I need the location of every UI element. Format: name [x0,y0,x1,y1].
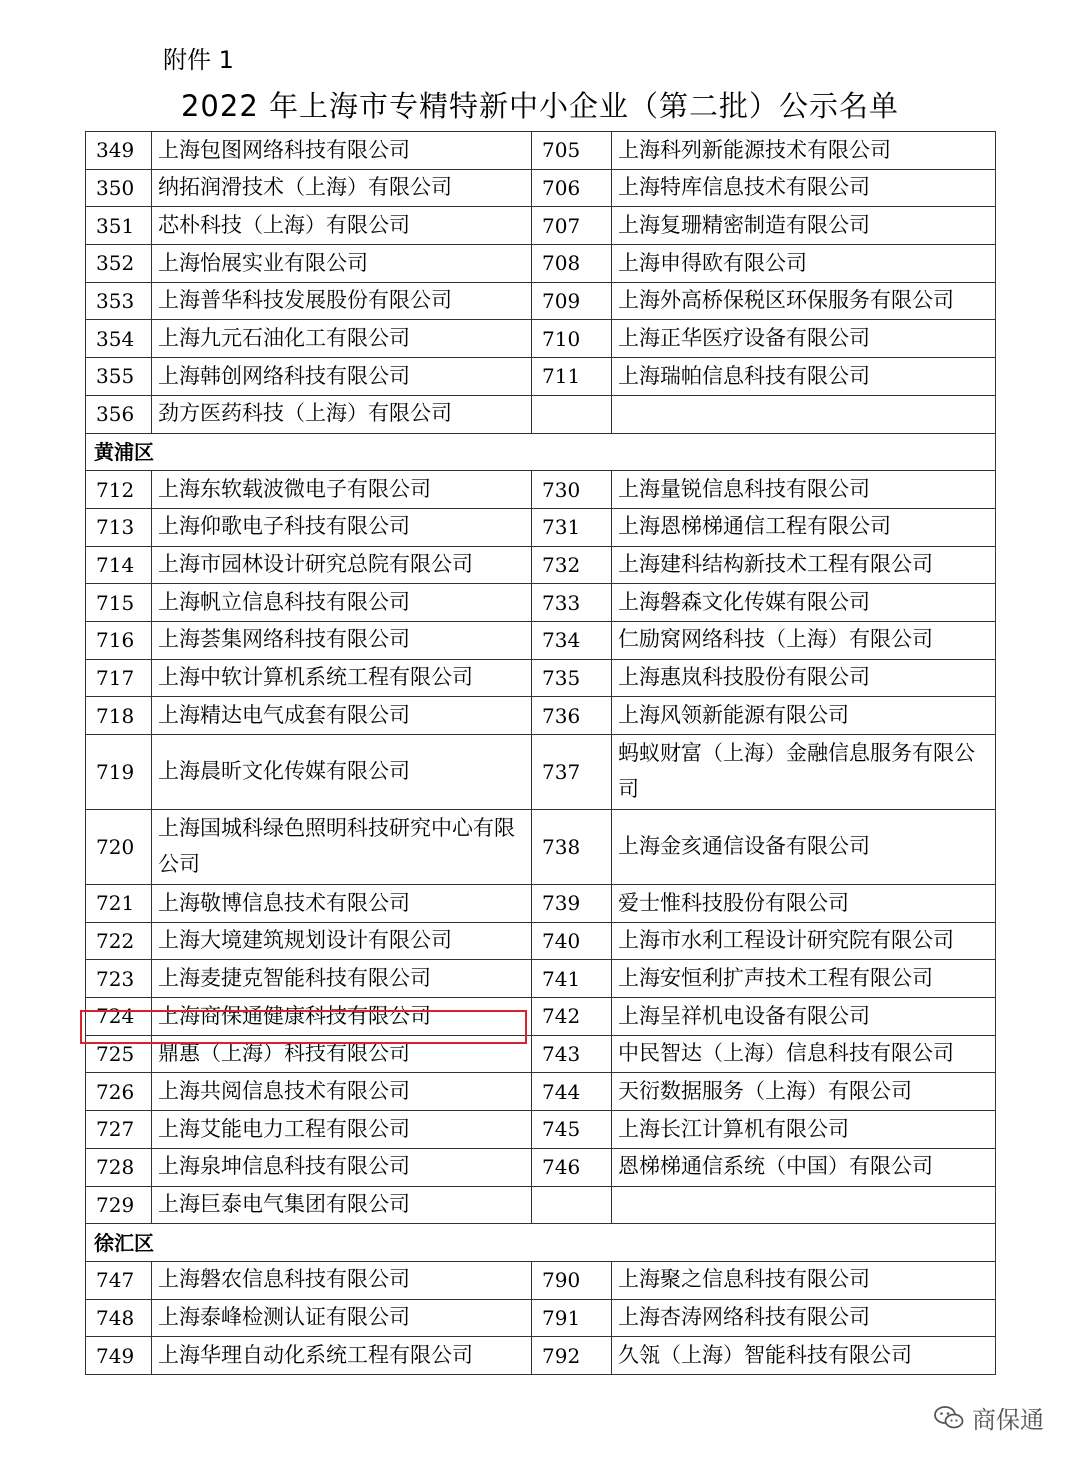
table-row [86,1261,996,1299]
table-row [86,395,996,433]
table-row [86,471,996,509]
left-company-name: 上海帆立信息科技有限公司 [152,584,532,622]
left-number: 356 [86,395,152,433]
right-number: 709 [532,282,612,320]
left-company-name: 上海艾能电力工程有限公司 [152,1111,532,1149]
table-row [86,1186,996,1224]
left-number: 718 [86,697,152,735]
watermark [934,1400,1044,1435]
district-header [86,1224,996,1262]
left-number: 729 [86,1186,152,1224]
left-number: 353 [86,282,152,320]
right-number: 737 [532,735,612,810]
attachment-label: 附件 1 [163,46,234,74]
left-company-name: 上海韩创网络科技有限公司 [152,358,532,396]
left-number: 713 [86,508,152,546]
left-number: 349 [86,132,152,170]
right-number: 742 [532,998,612,1036]
table-row [86,1299,996,1337]
right-number: 791 [532,1299,612,1337]
right-company-name: 上海正华医疗设备有限公司 [612,320,996,358]
right-number: 736 [532,697,612,735]
right-number: 734 [532,621,612,659]
left-company-name: 上海市园林设计研究总院有限公司 [152,546,532,584]
highlight-box [80,1010,527,1044]
left-company-name: 上海晨昕文化传媒有限公司 [152,735,532,810]
right-company-name: 上海聚之信息科技有限公司 [612,1261,996,1299]
left-company-name: 上海怡展实业有限公司 [152,245,532,283]
right-company-name: 上海杏涛网络科技有限公司 [612,1299,996,1337]
table-row [86,320,996,358]
right-number: 745 [532,1111,612,1149]
left-number: 354 [86,320,152,358]
left-company-name: 上海共阅信息技术有限公司 [152,1073,532,1111]
left-number: 748 [86,1299,152,1337]
left-company-name: 上海仰歌电子科技有限公司 [152,508,532,546]
right-company-name: 上海申得欧有限公司 [612,245,996,283]
right-company-name: 上海恩梯梯通信工程有限公司 [612,508,996,546]
right-company-name [612,1186,996,1224]
watermark-text: 商保通 [972,1406,1044,1434]
district-header [86,433,996,471]
left-company-name: 鼎惠（上海）科技有限公司 [152,1035,532,1073]
right-number: 790 [532,1261,612,1299]
company-table [85,131,996,1375]
right-number: 735 [532,659,612,697]
table-row [86,922,996,960]
left-number: 725 [86,1035,152,1073]
right-company-name: 上海金亥通信设备有限公司 [612,810,996,885]
table-row [86,810,996,885]
table-row [86,621,996,659]
left-number: 721 [86,885,152,923]
left-company-name: 上海大境建筑规划设计有限公司 [152,922,532,960]
right-company-name: 上海科列新能源技术有限公司 [612,132,996,170]
right-number [532,395,612,433]
right-company-name: 上海市水利工程设计研究院有限公司 [612,922,996,960]
left-company-name: 上海荟集网络科技有限公司 [152,621,532,659]
left-company-name: 上海泉坤信息科技有限公司 [152,1148,532,1186]
table-row [86,584,996,622]
right-company-name: 上海量锐信息科技有限公司 [612,471,996,509]
right-number: 707 [532,207,612,245]
left-number: 727 [86,1111,152,1149]
left-number: 723 [86,960,152,998]
table-row [86,282,996,320]
right-number: 743 [532,1035,612,1073]
left-company-name: 纳拓润滑技术（上海）有限公司 [152,169,532,207]
right-number: 732 [532,546,612,584]
left-number: 350 [86,169,152,207]
right-number: 710 [532,320,612,358]
left-company-name: 芯朴科技（上海）有限公司 [152,207,532,245]
table-row [86,546,996,584]
table-row [86,358,996,396]
left-company-name: 劲方医药科技（上海）有限公司 [152,395,532,433]
left-number: 715 [86,584,152,622]
right-number: 746 [532,1148,612,1186]
left-number: 747 [86,1261,152,1299]
right-company-name: 上海瑞帕信息科技有限公司 [612,358,996,396]
left-company-name: 上海九元石油化工有限公司 [152,320,532,358]
table-row [86,207,996,245]
table-row [86,508,996,546]
right-number: 741 [532,960,612,998]
table-row [86,885,996,923]
company-table-body [86,132,996,1375]
right-company-name: 上海建科结构新技术工程有限公司 [612,546,996,584]
table-row [86,960,996,998]
left-number: 351 [86,207,152,245]
right-company-name: 上海惠岚科技股份有限公司 [612,659,996,697]
right-company-name: 上海外高桥保税区环保服务有限公司 [612,282,996,320]
left-company-name: 上海麦捷克智能科技有限公司 [152,960,532,998]
table-row [86,1148,996,1186]
right-company-name: 久瓴（上海）智能科技有限公司 [612,1337,996,1375]
left-company-name: 上海磐农信息科技有限公司 [152,1261,532,1299]
right-company-name: 中民智达（上海）信息科技有限公司 [612,1035,996,1073]
wechat-icon [934,1405,964,1431]
left-number: 726 [86,1073,152,1111]
table-row [86,659,996,697]
right-number: 731 [532,508,612,546]
table-row [86,735,996,810]
right-number: 706 [532,169,612,207]
left-company-name: 上海商保通健康科技有限公司 [152,998,532,1036]
right-number: 744 [532,1073,612,1111]
right-number: 705 [532,132,612,170]
right-number: 738 [532,810,612,885]
right-company-name: 上海复珊精密制造有限公司 [612,207,996,245]
left-number: 728 [86,1148,152,1186]
right-number: 733 [532,584,612,622]
left-company-name: 上海精达电气成套有限公司 [152,697,532,735]
left-company-name: 上海泰峰检测认证有限公司 [152,1299,532,1337]
table-row [86,1337,996,1375]
right-number: 792 [532,1337,612,1375]
right-company-name: 蚂蚁财富（上海）金融信息服务有限公司 [612,735,996,810]
left-number: 355 [86,358,152,396]
right-company-name: 上海风领新能源有限公司 [612,697,996,735]
table-row [86,1111,996,1149]
left-company-name: 上海华理自动化系统工程有限公司 [152,1337,532,1375]
left-number: 716 [86,621,152,659]
right-company-name: 天衍数据服务（上海）有限公司 [612,1073,996,1111]
page-title: 2022 年上海市专精特新中小企业（第二批）公示名单 [180,89,900,123]
district-name: 徐汇区 [86,1224,996,1262]
table-row [86,1073,996,1111]
left-company-name: 上海国城科绿色照明科技研究中心有限公司 [152,810,532,885]
right-company-name: 爱士惟科技股份有限公司 [612,885,996,923]
table-row [86,245,996,283]
left-number: 717 [86,659,152,697]
right-company-name: 恩梯梯通信系统（中国）有限公司 [612,1148,996,1186]
table-row [86,169,996,207]
table-row [86,132,996,170]
left-number: 724 [86,998,152,1036]
right-number: 708 [532,245,612,283]
right-number: 730 [532,471,612,509]
left-company-name: 上海包图网络科技有限公司 [152,132,532,170]
right-number [532,1186,612,1224]
right-number: 739 [532,885,612,923]
right-company-name: 上海磐森文化传媒有限公司 [612,584,996,622]
left-number: 722 [86,922,152,960]
left-company-name: 上海巨泰电气集团有限公司 [152,1186,532,1224]
left-number: 712 [86,471,152,509]
right-company-name: 上海特库信息技术有限公司 [612,169,996,207]
left-number: 352 [86,245,152,283]
right-company-name: 上海长江计算机有限公司 [612,1111,996,1149]
left-company-name: 上海普华科技发展股份有限公司 [152,282,532,320]
left-company-name: 上海东软载波微电子有限公司 [152,471,532,509]
right-company-name [612,395,996,433]
left-number: 749 [86,1337,152,1375]
right-company-name: 上海呈祥机电设备有限公司 [612,998,996,1036]
left-company-name: 上海中软计算机系统工程有限公司 [152,659,532,697]
left-company-name: 上海敬博信息技术有限公司 [152,885,532,923]
right-number: 740 [532,922,612,960]
right-company-name: 仁励窝网络科技（上海）有限公司 [612,621,996,659]
left-number: 719 [86,735,152,810]
table-row [86,697,996,735]
left-number: 720 [86,810,152,885]
right-number: 711 [532,358,612,396]
right-company-name: 上海安恒利扩声技术工程有限公司 [612,960,996,998]
left-number: 714 [86,546,152,584]
district-name: 黄浦区 [86,433,996,471]
